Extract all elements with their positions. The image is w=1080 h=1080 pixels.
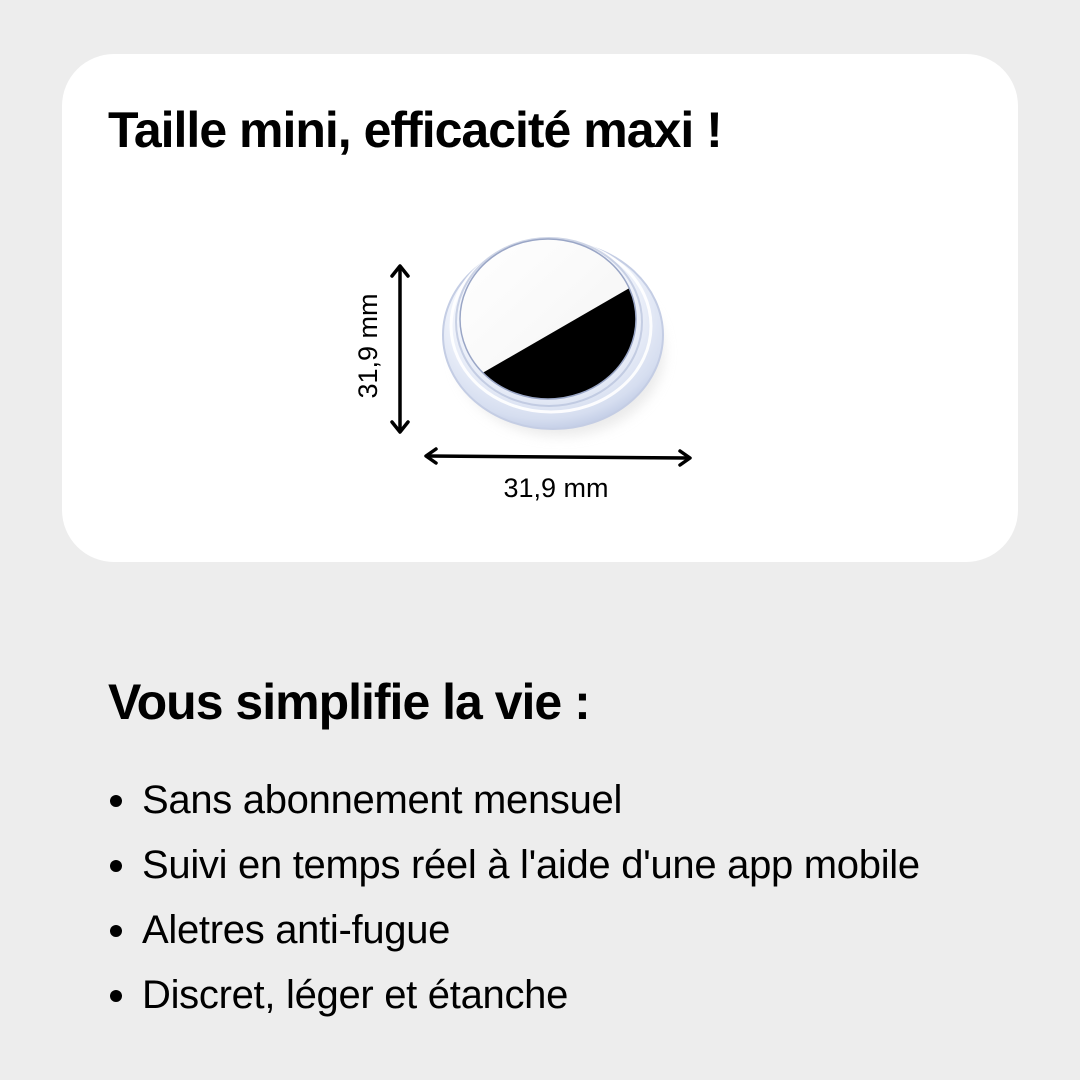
benefits-title: Vous simplifie la vie : <box>108 674 590 730</box>
list-item <box>108 963 920 1028</box>
height-dimension-label: 31,9 mm <box>353 293 383 399</box>
card-title: Taille mini, efficacité maxi ! <box>108 102 722 158</box>
product-size-card <box>62 54 1018 562</box>
list-item-text: Suivi en temps réel à l'aide d'une app mobile <box>142 843 920 887</box>
list-item-text: Aletres anti-fugue <box>142 908 451 952</box>
width-arrow <box>426 449 690 465</box>
height-arrow <box>392 266 408 432</box>
benefits-list <box>108 768 920 1028</box>
list-item-text: Sans abonnement mensuel <box>142 778 623 822</box>
bullet-icon <box>110 860 122 872</box>
list-item <box>108 768 920 833</box>
list-item <box>108 898 920 963</box>
bullet-icon <box>110 990 122 1002</box>
list-item-text: Discret, léger et étanche <box>142 973 569 1017</box>
width-dimension-label: 31,9 mm <box>503 473 609 503</box>
bullet-icon <box>110 925 122 937</box>
list-item <box>108 833 920 898</box>
bullet-icon <box>110 795 122 807</box>
